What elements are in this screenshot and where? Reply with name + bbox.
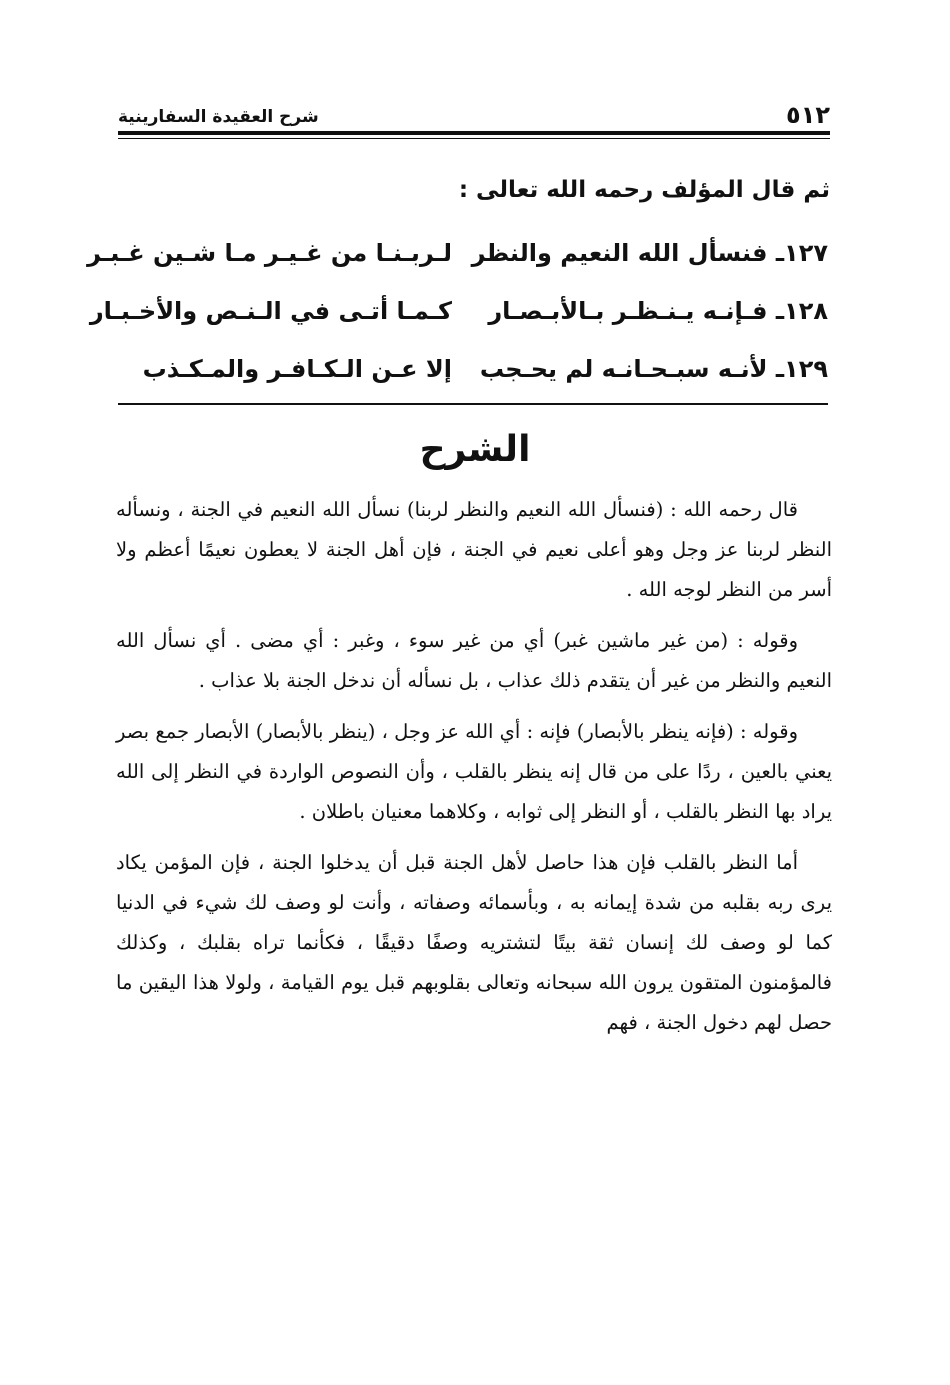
commentary-paragraph-2: وقوله : (من غير ماشين غبر) أي من غير سوء ، وغبر : أي مضى . أي نسأل الله النعيم والنظر من غير أن يتقدم ذلك عذاب ، بل نسأله أن ندخل الجنة بلا عذاب . [116,629,832,692]
book-title: شرح العقيدة السفارينية [118,107,319,127]
intro-line: ثم قال المؤلف رحمه الله تعالى : [458,177,830,203]
verse-first-hemistich: ١٢٨ـ فـإنـه يـنـظـر بـالأبـصـار [488,297,828,325]
verse-129 [112,340,828,398]
verse-first-hemistich: ١٢٩ـ لأنـه سبـحـانـه لم يحـجب [479,355,828,383]
verse-127 [87,224,828,282]
section-heading: الشرح [419,429,531,470]
verse-first-hemistich: ١٢٧ـ فنسأل الله النعيم والنظر [471,239,828,267]
verse-second-hemistich: لـربـنـا من غـيـر مـا شـين غـبـر [87,239,452,267]
commentary-paragraph-1: قال رحمه الله : (فنسأل الله النعيم والنظر لربنا) نسأل الله النعيم في الجنة ، ونسأله النظر لربنا عز وجل وهو أعلى نعيم في الجنة ، فإن أهل الجنة لا يعطون نعيمًا أعظم ولا أسر من النظر لوجه الله . [116,498,832,601]
verse-second-hemistich: كـمـا أتـى في الـنـص والأخـبـار [89,297,452,325]
poem-verses [87,224,828,398]
verse-divider [118,403,828,405]
commentary-paragraph-3: وقوله : (فإنه ينظر بالأبصار) فإنه : أي الله عز وجل ، (ينظر بالأبصار) الأبصار جمع بصر يعني بالعين ، ردًا على من قال إنه ينظر بالقلب ، وأن النصوص الواردة في النظر إلى الله يراد بها النظر بالقلب ، أو النظر إلى ثوابه ، وكلاهما معنيان باطلان . [116,720,832,823]
header-rule-thin [118,138,830,139]
header-rule-thick [118,131,830,135]
running-header [118,98,830,128]
page-number: ٥١٢ [786,101,830,129]
commentary-paragraph-4: أما النظر بالقلب فإن هذا حاصل لأهل الجنة قبل أن يدخلوا الجنة ، فإن المؤمن يكاد يرى ربه بقلبه من شدة إيمانه به ، وبأسمائه وصفاته ، وأنت لو وصف لك شيء في الدنيا كما لو وصف لك إنسان ثقة بيتًا لتشتريه وصفًا دقيقًا ، فكأنما تراه بقلبك ، وكذلك فالمؤمنون المتقون يرون الله سبحانه وتعالى بقلوبهم قبل يوم القيامة ، ولولا هذا اليقين ما حصل لهم دخول الجنة ، فهم [116,851,832,1034]
verse-second-hemistich: إلا عـن الـكـافـر والمـكـذب [142,355,452,383]
commentary-body [116,490,832,1054]
verse-128 [89,282,828,340]
